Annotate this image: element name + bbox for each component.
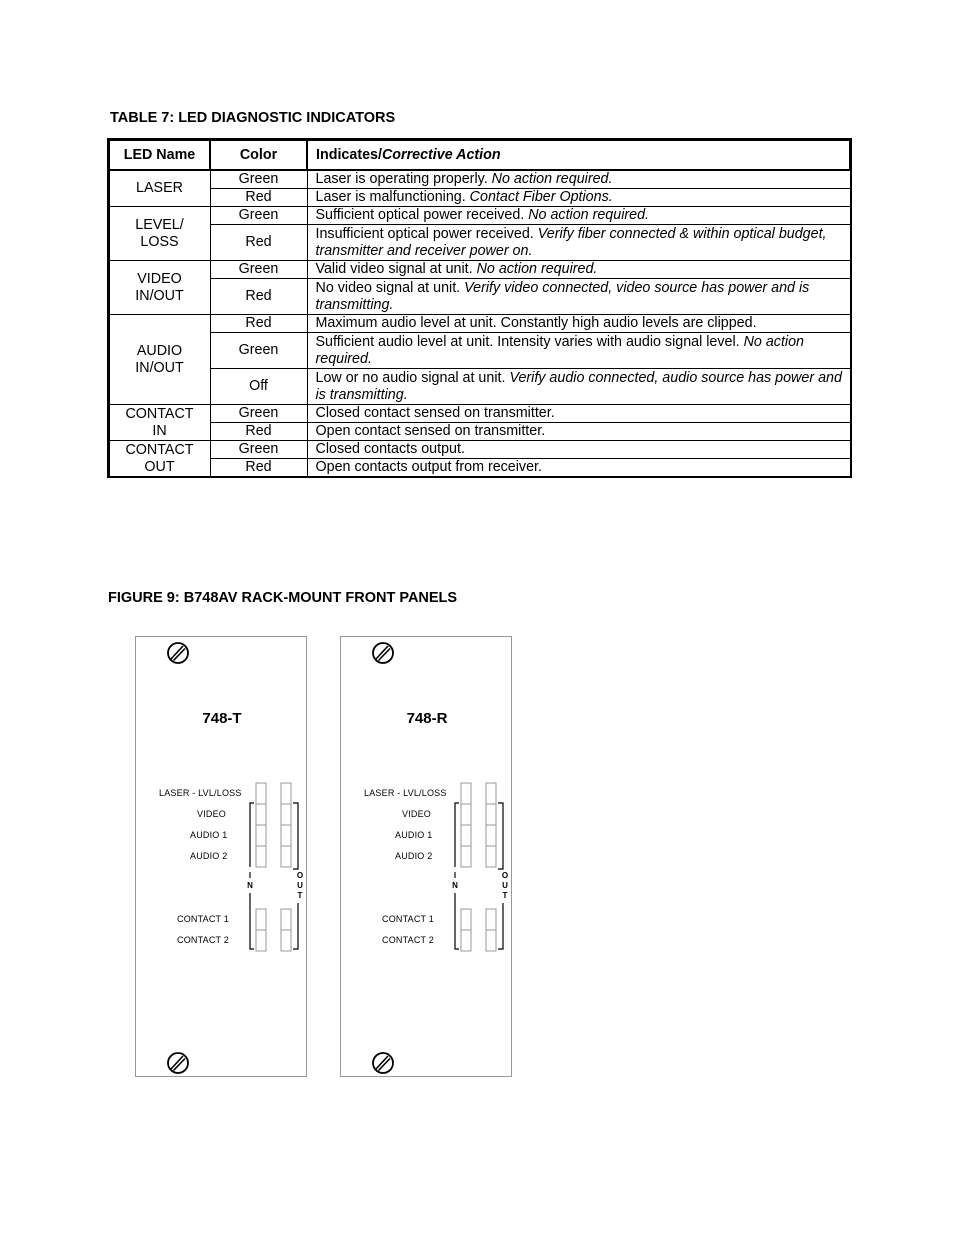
in-letter-n: N — [452, 881, 458, 890]
indicates-text: Closed contact sensed on transmitter. — [315, 405, 555, 421]
action-text: Verify video connected, video source has power and is transmitting. — [315, 279, 810, 313]
in-letter-i: I — [248, 871, 252, 880]
led-name-cell: AUDIO IN/OUT — [109, 315, 210, 405]
out-letter-t: T — [297, 891, 303, 900]
contact-2-label: CONTACT 2 — [382, 935, 434, 945]
audio-2-label: AUDIO 2 — [395, 851, 433, 861]
color-cell: Green — [210, 405, 307, 423]
table-row — [109, 279, 850, 315]
action-text: Verify fiber connected & within optical budget, transmitter and receiver power on. — [315, 225, 827, 259]
led-name-cell: LEVEL/ LOSS — [109, 207, 210, 261]
led-name-cell: VIDEO IN/OUT — [109, 261, 210, 315]
audio-1-label: AUDIO 1 — [395, 830, 433, 840]
indicates-text: Sufficient optical power received. — [315, 207, 529, 223]
indicates-cell — [307, 279, 850, 315]
indicates-text: Maximum audio level at unit. Constantly high audio levels are clipped. — [315, 315, 757, 331]
led-name-cell: LASER — [109, 170, 210, 207]
laser-lvl-loss-label: LASER - LVL/LOSS — [364, 788, 447, 798]
front-panel-748-t — [135, 636, 307, 1077]
action-text: No action required. — [315, 333, 804, 367]
out-letter-t: T — [502, 891, 508, 900]
indicates-text: Valid video signal at unit. — [315, 261, 477, 277]
indicates-cell — [307, 315, 850, 333]
color-cell: Green — [210, 170, 307, 189]
table-row — [109, 369, 850, 405]
color-cell: Green — [210, 441, 307, 459]
led-indicator-art — [136, 637, 308, 1078]
video-label: VIDEO — [402, 809, 432, 819]
table-row — [109, 333, 850, 369]
color-cell: Green — [210, 333, 307, 369]
color-cell: Red — [210, 189, 307, 207]
indicates-cell — [307, 369, 850, 405]
color-cell: Red — [210, 315, 307, 333]
table-row — [109, 170, 850, 189]
action-text: No action required. — [528, 207, 650, 223]
table-row — [109, 441, 850, 459]
action-text: No action required. — [491, 171, 613, 187]
color-cell: Red — [210, 225, 307, 261]
indicates-cell — [307, 170, 850, 189]
indicates-cell — [307, 261, 850, 279]
color-cell: Red — [210, 279, 307, 315]
out-letter-u: U — [502, 881, 508, 890]
out-letter-o: O — [501, 871, 509, 880]
led-diagnostic-table — [108, 139, 851, 477]
out-letter-o: O — [296, 871, 304, 880]
audio-2-label: AUDIO 2 — [190, 851, 228, 861]
table-row — [109, 225, 850, 261]
table-row — [109, 405, 850, 423]
header-color: Color — [210, 140, 307, 170]
header-indicates-text: Indicates/ — [316, 146, 382, 163]
panel-model-label: 748-T — [202, 710, 242, 727]
indicates-text: Insufficient optical power received. — [315, 225, 538, 242]
table-row — [109, 189, 850, 207]
header-corrective-text: Corrective Action — [381, 146, 501, 163]
front-panel-748-r — [340, 636, 512, 1077]
figure-caption: FIGURE 9: B748AV RACK-MOUNT FRONT PANELS — [108, 590, 458, 606]
indicates-cell — [307, 441, 850, 459]
indicates-cell — [307, 405, 850, 423]
indicates-cell — [307, 207, 850, 225]
in-letter-n: N — [247, 881, 253, 890]
indicates-text: Open contacts output from receiver. — [315, 459, 542, 475]
indicates-text: Laser is malfunctioning. — [315, 189, 470, 205]
indicates-cell — [307, 333, 850, 369]
color-cell: Green — [210, 207, 307, 225]
audio-1-label: AUDIO 1 — [190, 830, 228, 840]
indicates-text: Laser is operating properly. — [315, 171, 492, 187]
led-name-cell: CONTACT OUT — [109, 441, 210, 477]
in-letter-i: I — [453, 871, 457, 880]
indicates-text: Low or no audio signal at unit. — [315, 369, 510, 386]
contact-1-label: CONTACT 1 — [177, 914, 229, 924]
indicates-text: Sufficient audio level at unit. Intensity varies with audio signal level. — [315, 333, 744, 350]
table-row — [109, 261, 850, 279]
action-text: Verify audio connected, audio source has power and is transmitting. — [315, 369, 842, 403]
video-label: VIDEO — [197, 809, 227, 819]
screw-icon — [166, 1051, 190, 1075]
color-cell: Green — [210, 261, 307, 279]
contact-2-label: CONTACT 2 — [177, 935, 229, 945]
table-row — [109, 207, 850, 225]
indicates-text: No video signal at unit. — [315, 279, 465, 296]
action-text: No action required. — [476, 261, 598, 277]
led-name-cell: CONTACT IN — [109, 405, 210, 441]
out-letter-u: U — [297, 881, 303, 890]
panel-model-label: 748-R — [406, 710, 448, 727]
table-row — [109, 459, 850, 477]
color-cell: Off — [210, 369, 307, 405]
table-row — [109, 315, 850, 333]
header-indicates — [307, 140, 850, 170]
laser-lvl-loss-label: LASER - LVL/LOSS — [159, 788, 242, 798]
table-row — [109, 423, 850, 441]
indicates-cell — [307, 459, 850, 477]
color-cell: Red — [210, 423, 307, 441]
header-led-name: LED Name — [109, 140, 210, 170]
indicates-text: Open contact sensed on transmitter. — [315, 423, 546, 439]
table-header-row — [109, 140, 850, 170]
screw-icon — [371, 1051, 395, 1075]
table-caption: TABLE 7: LED DIAGNOSTIC INDICATORS — [110, 110, 396, 126]
color-cell: Red — [210, 459, 307, 477]
contact-1-label: CONTACT 1 — [382, 914, 434, 924]
indicates-cell — [307, 225, 850, 261]
indicates-cell — [307, 423, 850, 441]
action-text: Contact Fiber Options. — [469, 189, 613, 205]
indicates-cell — [307, 189, 850, 207]
led-indicator-art — [341, 637, 513, 1078]
indicates-text: Closed contacts output. — [315, 441, 465, 457]
